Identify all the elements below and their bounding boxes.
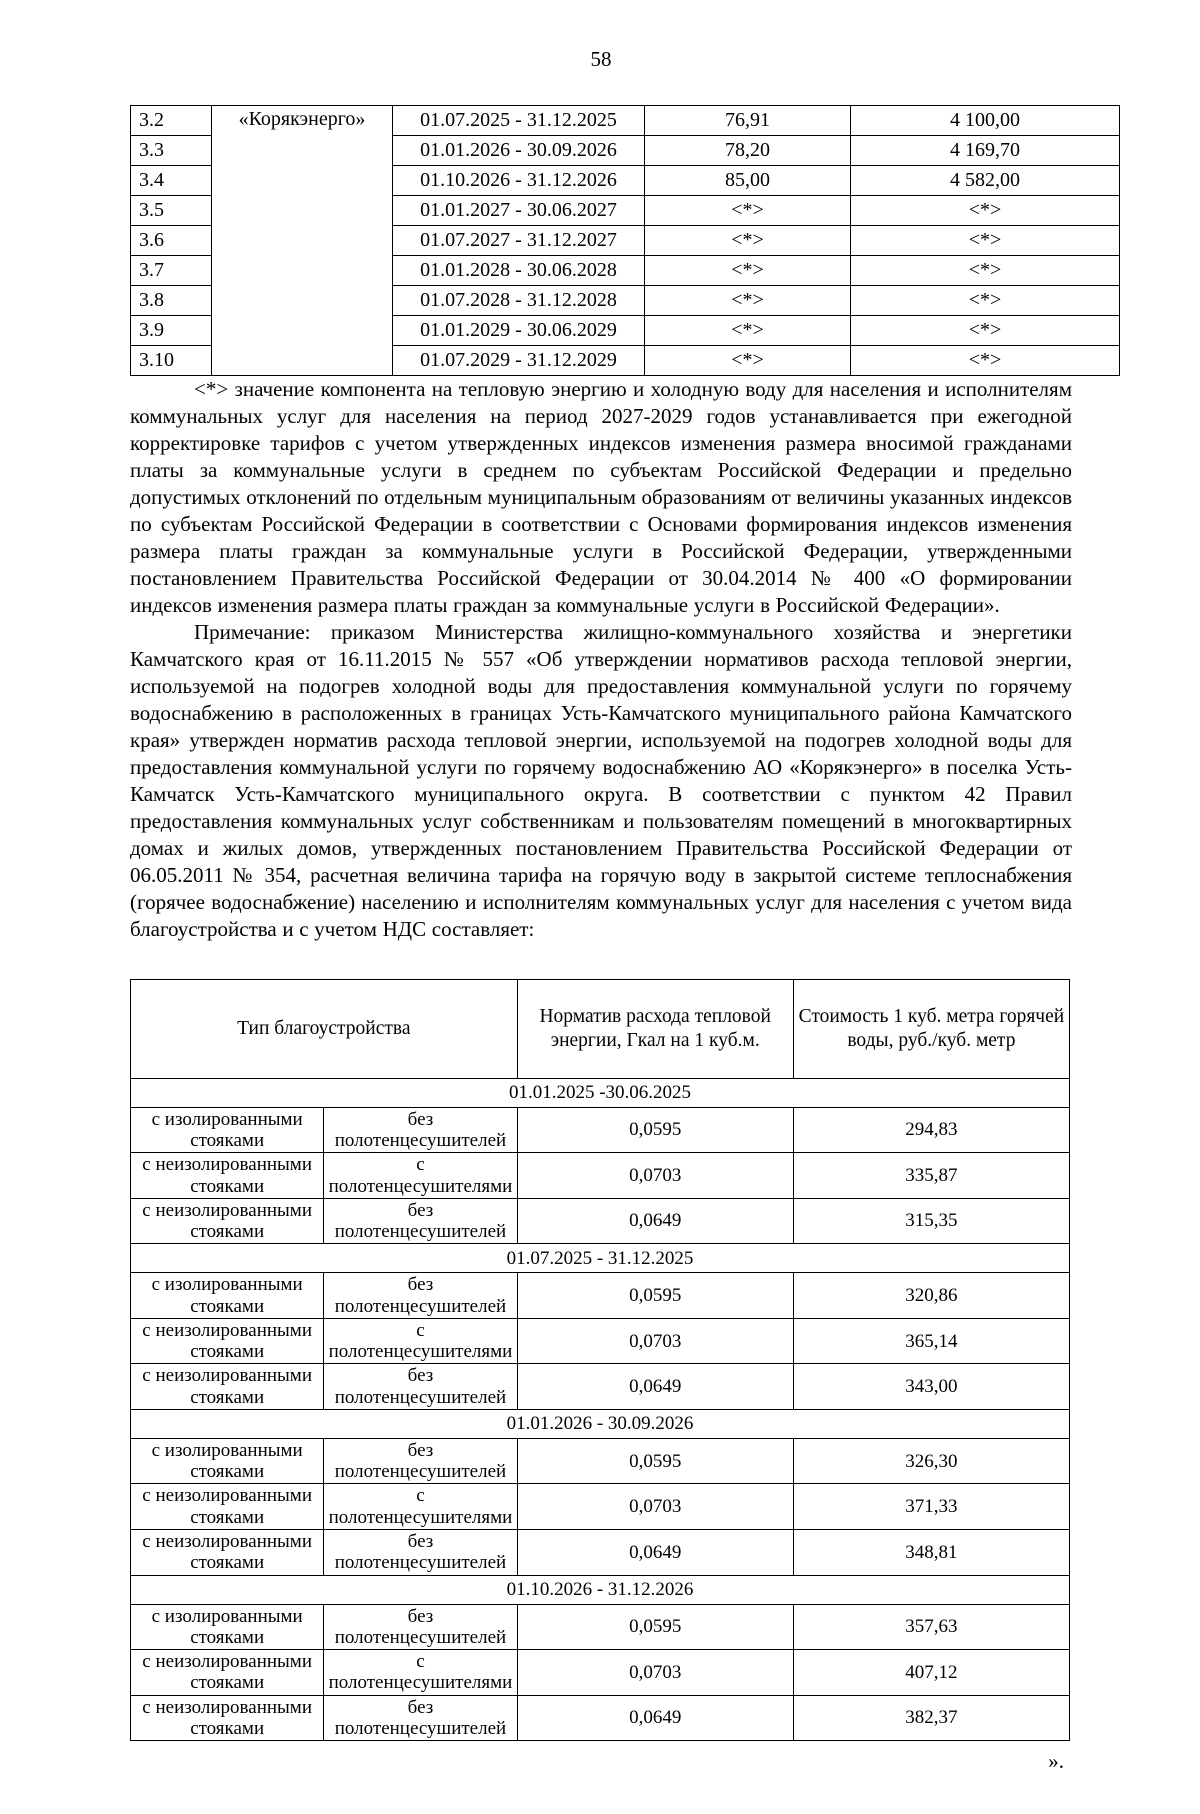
table-row [131, 1484, 1070, 1530]
value-component-cell: 76,91 [645, 106, 851, 136]
header-type-cell: Тип благоустройства [131, 979, 518, 1078]
cost-value-cell: 348,81 [793, 1530, 1069, 1576]
page-number: 58 [590, 47, 612, 71]
improvement-type-cell: с неизолированными стояками [131, 1318, 324, 1364]
hot-water-table-body [131, 1078, 1070, 1740]
improvement-type-cell: с изолированными стояками [131, 1604, 324, 1650]
towel-rail-cell: с полотенцесушителями [324, 1650, 517, 1696]
improvement-type-cell: с неизолированными стояками [131, 1198, 324, 1244]
row-number-cell: 3.6 [131, 226, 212, 256]
period-cell: 01.01.2027 - 30.06.2027 [393, 196, 645, 226]
towel-rail-cell: без полотенцесушителей [324, 1604, 517, 1650]
period-cell: 01.01.2026 - 30.09.2026 [393, 136, 645, 166]
improvement-type-cell: с неизолированными стояками [131, 1153, 324, 1199]
row-number-cell: 3.9 [131, 316, 212, 346]
period-group-label: 01.07.2025 - 31.12.2025 [131, 1244, 1070, 1273]
row-number-cell: 3.5 [131, 196, 212, 226]
improvement-type-cell: с неизолированными стояками [131, 1695, 324, 1741]
row-number-cell: 3.7 [131, 256, 212, 286]
row-number-cell: 3.4 [131, 166, 212, 196]
period-group-row [131, 1409, 1070, 1438]
row-number-cell: 3.3 [131, 136, 212, 166]
cost-value-cell: 365,14 [793, 1318, 1069, 1364]
header-norm-cell: Норматив расхода тепловой энергии, Гкал на 1 куб.м. [517, 979, 793, 1078]
value-thermal-cell: 4 582,00 [851, 166, 1120, 196]
period-cell: 01.07.2025 - 31.12.2025 [393, 106, 645, 136]
value-thermal-cell: 4 169,70 [851, 136, 1120, 166]
period-group-label: 01.01.2026 - 30.09.2026 [131, 1409, 1070, 1438]
value-thermal-cell: <*> [851, 346, 1120, 376]
cost-value-cell: 407,12 [793, 1650, 1069, 1696]
row-number-cell: 3.2 [131, 106, 212, 136]
table-row [131, 1604, 1070, 1650]
towel-rail-cell: с полотенцесушителями [324, 1484, 517, 1530]
towel-rail-cell: без полотенцесушителей [324, 1107, 517, 1153]
row-number-cell: 3.10 [131, 346, 212, 376]
norm-value-cell: 0,0649 [517, 1364, 793, 1410]
cost-value-cell: 326,30 [793, 1438, 1069, 1484]
value-thermal-cell: <*> [851, 196, 1120, 226]
period-cell: 01.07.2028 - 31.12.2028 [393, 286, 645, 316]
cost-value-cell: 371,33 [793, 1484, 1069, 1530]
improvement-type-cell: с неизолированными стояками [131, 1530, 324, 1576]
towel-rail-cell: с полотенцесушителями [324, 1318, 517, 1364]
value-component-cell: <*> [645, 226, 851, 256]
table-row [131, 1153, 1070, 1199]
norm-value-cell: 0,0595 [517, 1604, 793, 1650]
period-cell: 01.10.2026 - 31.12.2026 [393, 166, 645, 196]
value-component-cell: <*> [645, 346, 851, 376]
period-cell: 01.01.2029 - 30.06.2029 [393, 316, 645, 346]
towel-rail-cell: без полотенцесушителей [324, 1198, 517, 1244]
value-component-cell: <*> [645, 286, 851, 316]
table-row [131, 1695, 1070, 1741]
period-cell: 01.01.2028 - 30.06.2028 [393, 256, 645, 286]
towel-rail-cell: без полотенцесушителей [324, 1364, 517, 1410]
improvement-type-cell: с неизолированными стояками [131, 1484, 324, 1530]
improvement-type-cell: с неизолированными стояками [131, 1364, 324, 1410]
value-thermal-cell: <*> [851, 316, 1120, 346]
improvement-type-cell: с изолированными стояками [131, 1438, 324, 1484]
value-thermal-cell: <*> [851, 286, 1120, 316]
norm-value-cell: 0,0649 [517, 1530, 793, 1576]
organization-cell: «Корякэнерго» [212, 106, 393, 376]
norm-value-cell: 0,0595 [517, 1273, 793, 1319]
table-row [131, 1364, 1070, 1410]
cost-value-cell: 320,86 [793, 1273, 1069, 1319]
value-component-cell: <*> [645, 196, 851, 226]
tariff-table-body [131, 106, 1120, 376]
norm-value-cell: 0,0703 [517, 1153, 793, 1199]
value-component-cell: 78,20 [645, 136, 851, 166]
cost-value-cell: 357,63 [793, 1604, 1069, 1650]
norm-value-cell: 0,0703 [517, 1650, 793, 1696]
table-row [131, 1198, 1070, 1244]
norm-value-cell: 0,0703 [517, 1318, 793, 1364]
cost-value-cell: 335,87 [793, 1153, 1069, 1199]
improvement-type-cell: с изолированными стояками [131, 1107, 324, 1153]
table-row [131, 1530, 1070, 1576]
period-group-label: 01.10.2026 - 31.12.2026 [131, 1575, 1070, 1604]
towel-rail-cell: без полотенцесушителей [324, 1695, 517, 1741]
towel-rail-cell: с полотенцесушителями [324, 1153, 517, 1199]
hot-water-table-head [131, 979, 1070, 1078]
value-component-cell: 85,00 [645, 166, 851, 196]
value-thermal-cell: 4 100,00 [851, 106, 1120, 136]
cost-value-cell: 382,37 [793, 1695, 1069, 1741]
header-cost-cell: Стоимость 1 куб. метра горячей воды, руб./куб. метр [793, 979, 1069, 1078]
cost-value-cell: 294,83 [793, 1107, 1069, 1153]
improvement-type-cell: с неизолированными стояками [131, 1650, 324, 1696]
period-cell: 01.07.2027 - 31.12.2027 [393, 226, 645, 256]
table-row [131, 1318, 1070, 1364]
period-group-row [131, 1078, 1070, 1107]
table-row [131, 106, 1120, 136]
value-thermal-cell: <*> [851, 256, 1120, 286]
tariff-table [130, 105, 1120, 376]
cost-value-cell: 315,35 [793, 1198, 1069, 1244]
row-number-cell: 3.8 [131, 286, 212, 316]
norm-value-cell: 0,0595 [517, 1438, 793, 1484]
towel-rail-cell: без полотенцесушителей [324, 1530, 517, 1576]
value-thermal-cell: <*> [851, 226, 1120, 256]
towel-rail-cell: без полотенцесушителей [324, 1438, 517, 1484]
towel-rail-cell: без полотенцесушителей [324, 1273, 517, 1319]
period-group-row [131, 1575, 1070, 1604]
cost-value-cell: 343,00 [793, 1364, 1069, 1410]
period-group-label: 01.01.2025 -30.06.2025 [131, 1078, 1070, 1107]
value-component-cell: <*> [645, 256, 851, 286]
improvement-type-cell: с изолированными стояками [131, 1273, 324, 1319]
table-row [131, 1650, 1070, 1696]
norm-value-cell: 0,0649 [517, 1695, 793, 1741]
value-component-cell: <*> [645, 316, 851, 346]
hot-water-tariff-table [130, 979, 1070, 1741]
table-row [131, 1107, 1070, 1153]
note-paragraph: Примечание: приказом Министерства жилищно-коммунального хозяйства и энергетики Камчатского края от 16.11.2015 № 557 «Об утверждении нормативов расхода тепловой энергии, используемой на подогрев холодной воды для предоставления коммунальной услуги по горячему водоснабжению в расположенных в границах Усть-Камчатского муниципального района Камчатского края» утвержден норматив расхода тепловой энергии, используемой на подогрев холодной воды для предоставления коммунальной услуги по горячему водоснабжению АО «Корякэнерго» в поселка Усть-Камчатск Усть-Камчатского муниципального округа. В соответствии с пунктом 42 Правил предоставления коммунальных услуг собственникам и пользователям помещений в многоквартирных домах и жилых домов, утвержденных постановлением Правительства Российской Федерации от 06.05.2011 № 354, расчетная величина тарифа на горячую воду в закрытой системе теплоснабжения (горячее водоснабжение) населению и исполнителям коммунальных услуг для населения с учетом вида благоустройства и с учетом НДС составляет: [130, 619, 1072, 941]
closing-quote: ». [1048, 1749, 1064, 1774]
table-header-row [131, 979, 1070, 1078]
period-cell: 01.07.2029 - 31.12.2029 [393, 346, 645, 376]
period-group-row [131, 1244, 1070, 1273]
table-row [131, 1438, 1070, 1484]
footnote-paragraph: <*> значение компонента на тепловую энергию и холодную воду для населения и исполнителям коммунальных услуг для населения на период 2027-2029 годов устанавливается при ежегодной корректировке тарифов с учетом утвержденных индексов изменения размера вносимой гражданами платы за коммунальные услуги в среднем по субъектам Российской Федерации и предельно допустимых отклонений по отдельным муниципальным образованиям от величины указанных индексов по субъектам Российской Федерации в соответствии с Основами формирования индексов изменения размера платы граждан за коммунальные услуги в Российской Федерации, утвержденными постановлением Правительства Российской Федерации от 30.04.2014 № 400 «О формировании индексов изменения размера платы граждан за коммунальные услуги в Российской Федерации». [130, 377, 1072, 617]
norm-value-cell: 0,0595 [517, 1107, 793, 1153]
norm-value-cell: 0,0703 [517, 1484, 793, 1530]
table-row [131, 1273, 1070, 1319]
norm-value-cell: 0,0649 [517, 1198, 793, 1244]
